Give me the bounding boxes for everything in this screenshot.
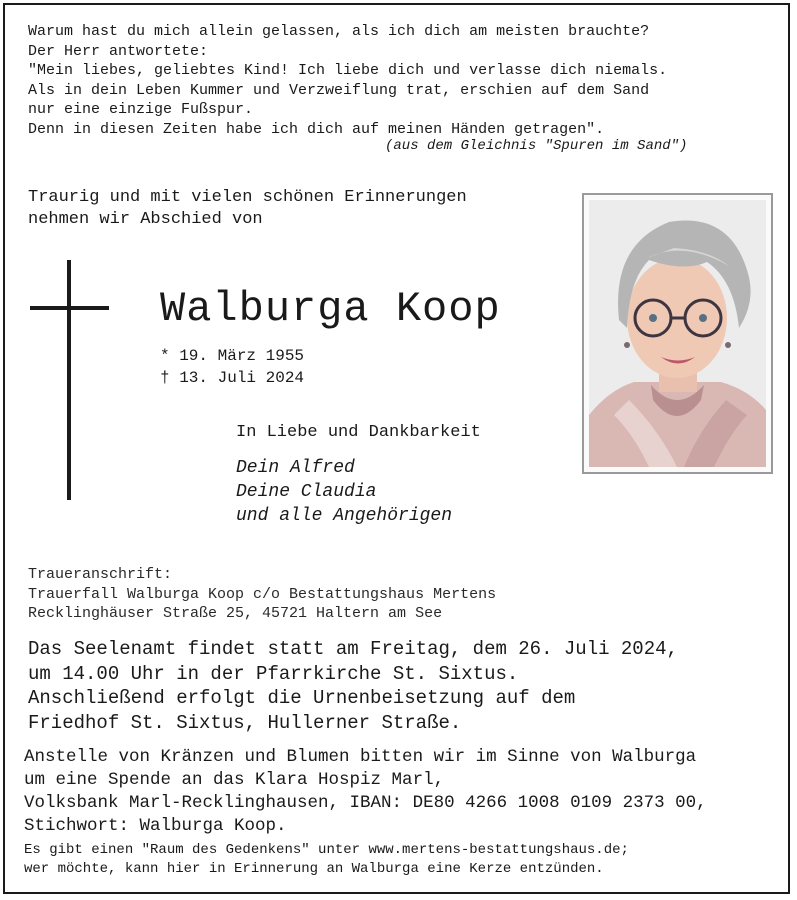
address-line: Trauerfall Walburga Koop c/o Bestattungshaus Mertens [28, 585, 497, 603]
memorial-info [24, 841, 629, 879]
donation-line: um eine Spende an das Klara Hospiz Marl, [24, 770, 445, 790]
mourners-list [236, 456, 452, 528]
death-date: † 13. Juli 2024 [160, 369, 305, 387]
mourner-name: Deine Claudia [236, 482, 377, 502]
portrait-image [589, 200, 766, 467]
mourner-name: und alle Angehörigen [236, 506, 453, 526]
poem-line: nur eine einzige Fußspur. [28, 101, 254, 119]
poem-line: Warum hast du mich allein gelassen, als ich dich am meisten brauchte? [28, 23, 650, 40]
mourner-name: Dein Alfred [236, 458, 355, 478]
service-info [28, 637, 678, 735]
intro-line: nehmen wir Abschied von [28, 210, 263, 229]
donation-line: Stichwort: Walburga Koop. [24, 816, 287, 836]
poem-line: Als in dein Leben Kummer und Verzweiflung trat, erschien auf dem Sand [28, 81, 650, 99]
service-line: Anschließend erfolgt die Urnenbeisetzung auf dem [28, 687, 576, 709]
poem-line: "Mein liebes, geliebtes Kind! Ich liebe dich und verlasse dich niemals. [28, 62, 668, 80]
donation-line: Anstelle von Kränzen und Blumen bitten wir im Sinne von Walburga [24, 747, 697, 767]
service-line: Das Seelenamt findet statt am Freitag, dem 26. Juli 2024, [28, 638, 678, 660]
cross-vertical-bar [67, 260, 71, 500]
poem [28, 22, 667, 140]
funeral-address [28, 565, 496, 624]
cross-horizontal-bar [30, 306, 109, 310]
birth-date: * 19. März 1955 [160, 347, 305, 365]
memorial-line: wer möchte, kann hier in Erinnerung an Walburga eine Kerze entzünden. [24, 861, 604, 877]
deceased-name: Walburga Koop [160, 285, 501, 333]
life-dates [160, 345, 304, 389]
service-line: um 14.00 Uhr in der Pfarrkirche St. Sixtus. [28, 662, 519, 685]
portrait-photo [582, 193, 773, 474]
address-label: Traueranschrift: [28, 566, 173, 583]
donation-info [24, 746, 707, 838]
intro-line: Traurig und mit vielen schönen Erinnerungen [28, 188, 467, 207]
poem-line: Der Herr antwortete: [28, 42, 209, 60]
mourners-heading: In Liebe und Dankbarkeit [236, 423, 481, 442]
address-line: Recklinghäuser Straße 25, 45721 Haltern am See [28, 605, 443, 622]
service-line: Friedhof St. Sixtus, Hullerner Straße. [28, 711, 462, 734]
poem-line: Denn in diesen Zeiten habe ich dich auf meinen Händen getragen". [28, 120, 605, 138]
intro-text [28, 187, 467, 231]
poem-source: (aus dem Gleichnis "Spuren im Sand") [385, 138, 688, 154]
donation-line: Volksbank Marl-Recklinghausen, IBAN: DE80 4266 1008 0109 2373 00, [24, 793, 707, 813]
memorial-line: Es gibt einen "Raum des Gedenkens" unter www.mertens-bestattungshaus.de; [24, 842, 629, 858]
